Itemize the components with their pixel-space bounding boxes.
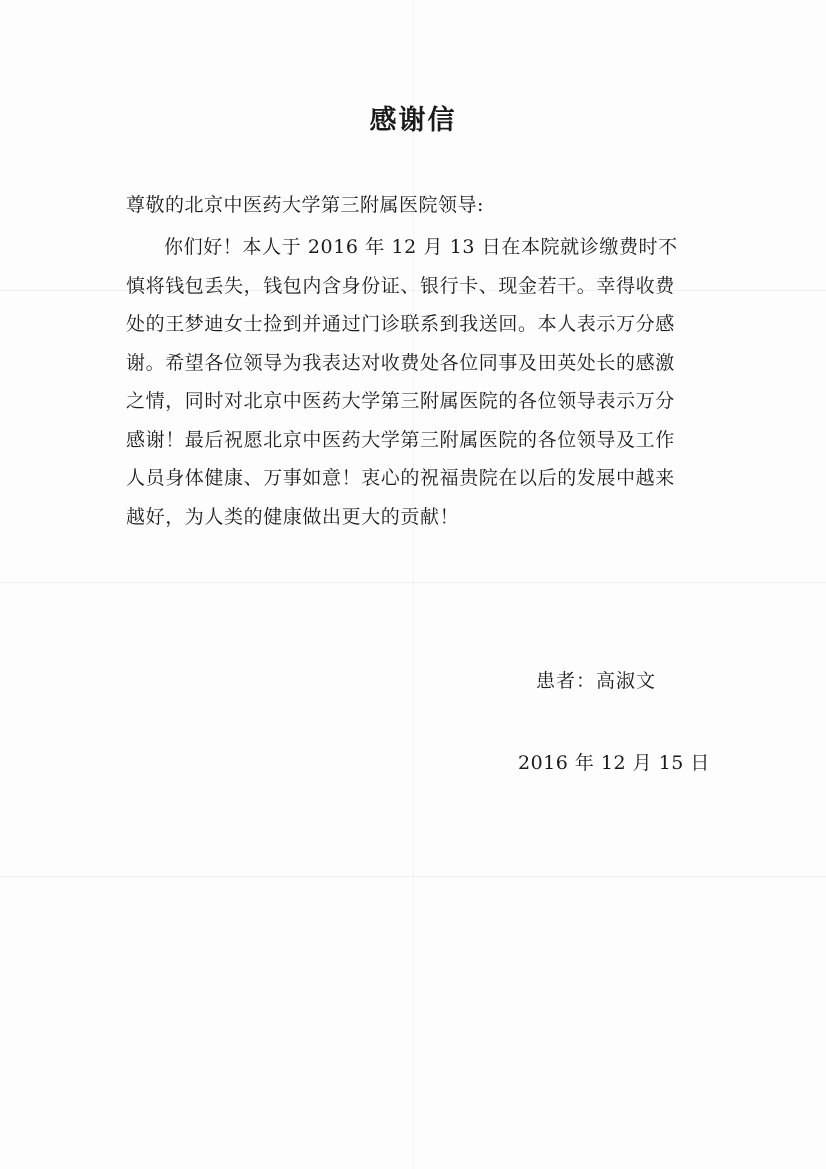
letter-body <box>126 228 716 536</box>
letter-title: 感谢信 <box>369 105 457 136</box>
body-line: 处的王梦迪女士捡到并通过门诊联系到我送回。本人表示万分感 <box>126 313 675 335</box>
body-line: 越好，为人类的健康做出更大的贡献！ <box>126 505 460 528</box>
body-line: 人员身体健康、万事如意！衷心的祝福贵院在以后的发展中越来 <box>126 467 675 489</box>
body-line: 之情，同时对北京中医药大学第三附属医院的各位领导表示万分 <box>126 390 675 412</box>
letter-date: 2016 年 12 月 15 日 <box>518 752 710 774</box>
paper-fold <box>413 0 414 1169</box>
body-line: 感谢！最后祝愿北京中医药大学第三附属医院的各位领导及工作 <box>126 428 675 451</box>
letter-signature: 患者：高淑文 <box>536 670 657 692</box>
body-line: 你们好！本人于 2016 年 12 月 13 日在本院就诊缴费时不 <box>164 236 678 258</box>
body-line: 谢。希望各位领导为我表达对收费处各位同事及田英处长的感激 <box>126 351 675 374</box>
body-line: 慎将钱包丢失，钱包内含身份证、银行卡、现金若干。幸得收费 <box>126 274 675 297</box>
letter-salutation: 尊敬的北京中医药大学第三附属医院领导: <box>126 194 484 216</box>
